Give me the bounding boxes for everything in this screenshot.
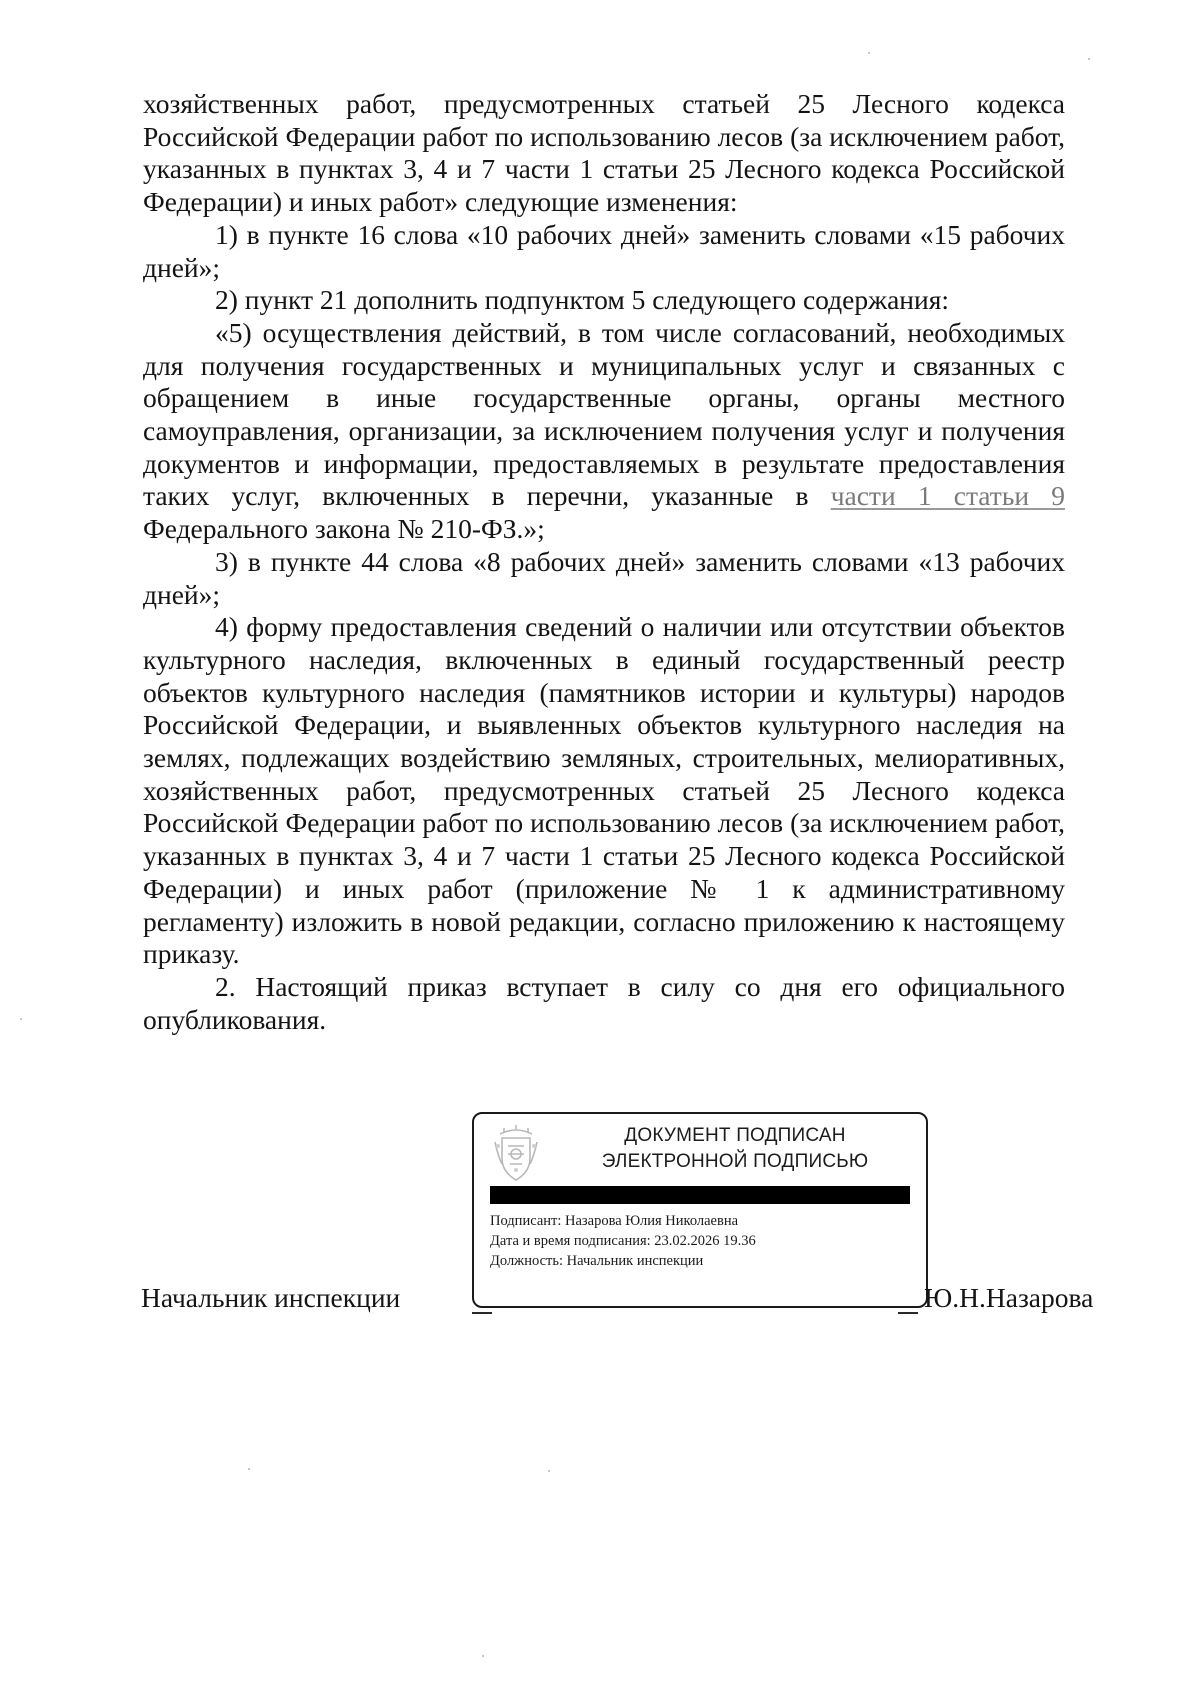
stamp-title: [560, 1123, 910, 1175]
stamp-title-line-1: ДОКУМЕНТ ПОДПИСАН: [624, 1125, 846, 1146]
subitem-5-text-end: Федерального закона № 210-ФЗ.»;: [143, 513, 545, 545]
law-reference-link[interactable]: части 1 статьи 9: [830, 480, 1065, 512]
paragraph-continuation: хозяйственных работ, предусмотренных статьей 25 Лесного кодекса Российской Федерации работ по использованию лесов (за исключением работ, указанных в пунктах 3, 4 и 7 части 1 статьи 25 Лесного кодекса Российской Федерации) и иных работ» следующие изменения:: [143, 88, 1065, 218]
stamp-datetime: Дата и время подписания: 23.02.2026 19.36: [490, 1233, 756, 1249]
signature-underline-left: [472, 1312, 492, 1314]
stamp-signer: Подписант: Назарова Юлия Николаевна: [490, 1213, 739, 1229]
scan-speck: [482, 1655, 484, 1657]
stamp-title-line-2: ЭЛЕКТРОННОЙ ПОДПИСЬЮ: [601, 1151, 869, 1172]
scan-speck: [1088, 58, 1090, 60]
scan-speck: [20, 1018, 22, 1020]
signatory-name: Ю.Н.Назарова: [924, 1282, 1094, 1313]
scan-speck: [248, 1468, 250, 1470]
paragraph-item-3: 3) в пункте 44 слова «8 рабочих дней» заменить словами «13 рабочих дней»;: [143, 545, 1065, 610]
scan-speck: [868, 52, 870, 54]
stamp-position: Должность: Начальник инспекции: [490, 1253, 704, 1269]
paragraph-item-1: 1) в пункте 16 слова «10 рабочих дней» заменить словами «15 рабочих дней»;: [143, 218, 1065, 283]
signatory-position: Начальник инспекции: [141, 1282, 401, 1313]
signature-underline-right: [898, 1312, 918, 1314]
document-body: [143, 88, 1065, 1036]
electronic-signature-stamp: [472, 1112, 928, 1308]
paragraph-item-2: 2) пункт 21 дополнить подпунктом 5 следующего содержания:: [215, 284, 950, 316]
paragraph-subitem-5: [143, 317, 1065, 546]
redacted-certificate-bar: [490, 1186, 910, 1204]
scan-speck: [548, 1470, 550, 1472]
stamp-details: [490, 1211, 910, 1271]
paragraph-effective-date: 2. Настоящий приказ вступает в силу со дня его официального опубликования.: [143, 970, 1065, 1035]
subitem-5-text: «5) осуществления действий, в том числе согласований, необходимых для получения государственных и муниципальных услуг и связанных с обращением в иные государственные органы, органы местного самоуправления, организации, за исключением получения услуг и получения документов и информации, предоставляемых в результате предоставления таких услуг, включенных в перечни, указанные в: [143, 316, 1065, 512]
paragraph-item-4: 4) форму предоставления сведений о наличии или отсутствии объектов культурного наследия, включенных в единый государственный реестр объектов культурного наследия (памятников истории и культуры) народов Российской Федерации, и выявленных объектов культурного наследия на землях, подлежащих воздействию земляных, строительных, мелиоративных, хозяйственных работ, предусмотренных статьей 25 Лесного кодекса Российской Федерации работ по использованию лесов (за исключением работ, указанных в пунктах 3, 4 и 7 части 1 статьи 25 Лесного кодекса Российской Федерации) и иных работ (приложение № 1 к административному регламенту) изложить в новой редакции, согласно приложению к настоящему приказу.: [143, 611, 1065, 970]
coat-of-arms-icon: [492, 1124, 540, 1184]
